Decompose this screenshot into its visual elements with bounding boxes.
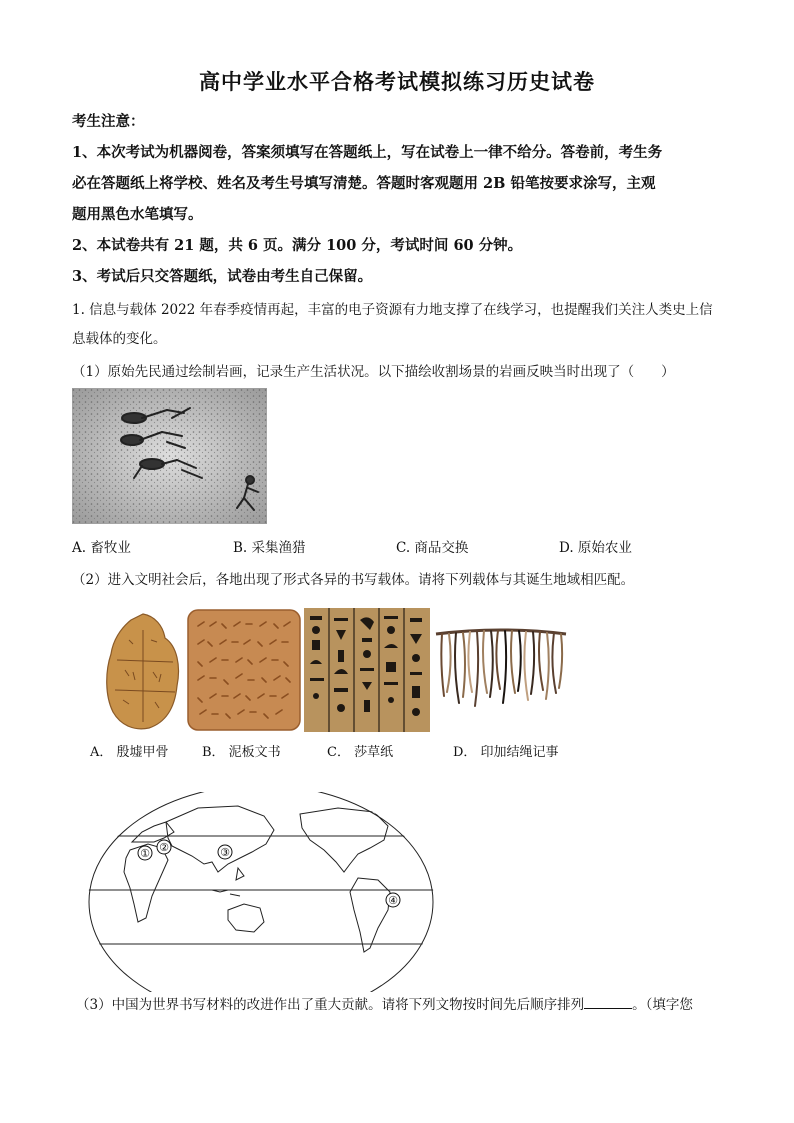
world-map [88,792,434,992]
carrier-a: A． 殷墟甲骨 [90,745,169,760]
q1-option-d: D. 原始农业 [559,540,632,556]
notice-1-line3: 题用黑色水笔填写。 [72,206,203,223]
map-marker-3: ③ [220,846,230,859]
q1-option-b: B. 采集渔猎 [233,540,306,556]
notice-heading: 考生注意： [72,113,145,130]
papyrus-image [304,608,430,732]
q1-intro-line1: 1. 信息与载体 2022 年春季疫情再起，丰富的电子资源有力地支撑了在线学习，也提醒我们关注人类史上信 [72,302,713,318]
oracle-bone-image [103,610,183,732]
q1-sub3-prefix: （3）中国为世界书写材料的改进作出了重大贡献。请将下列文物按时间先后顺序排列 [76,997,585,1013]
q1-sub2: （2）进入文明社会后，各地出现了形式各异的书写载体。请将下列载体与其诞生地域相匹配。 [72,572,635,588]
map-marker-2: ② [159,841,169,854]
notice-1-line2: 必在答题纸上将学校、姓名及考生号填写清楚。答题时客观题用 2B 铅笔按要求涂写，主观 [72,175,656,192]
map-marker-4: ④ [388,894,398,907]
q1-intro-line2: 息载体的变化。 [72,331,167,347]
q1-option-c: C. 商品交换 [396,540,469,556]
quipu-image [432,622,570,722]
q1-sub3 [76,993,693,1013]
q1-option-a: A. 畜牧业 [72,540,131,556]
clay-tablet-image [186,608,302,732]
carrier-d: D． 印加结绳记事 [453,745,559,760]
answer-blank[interactable] [584,996,632,1009]
notice-3: 3、考试后只交答题纸，试卷由考生自己保留。 [72,268,373,285]
map-marker-1: ① [140,847,150,860]
carrier-c: C． 莎草纸 [327,745,394,760]
q1-sub3-suffix: 。（填字您 [632,997,693,1013]
rock-painting-image [72,388,267,524]
carrier-b: B． 泥板文书 [202,745,281,760]
notice-2: 2、本试卷共有 21 题，共 6 页。满分 100 分，考试时间 60 分钟。 [72,237,523,254]
q1-sub1: （1）原始先民通过绘制岩画，记录生产生活状况。以下描绘收割场景的岩画反映当时出现了（ ） [72,364,675,380]
notice-1-line1: 1、本次考试为机器阅卷，答案须填写在答题纸上，写在试卷上一律不给分。答卷前，考生务 [72,144,663,161]
page-title: 高中学业水平合格考试模拟练习历史试卷 [199,69,595,94]
